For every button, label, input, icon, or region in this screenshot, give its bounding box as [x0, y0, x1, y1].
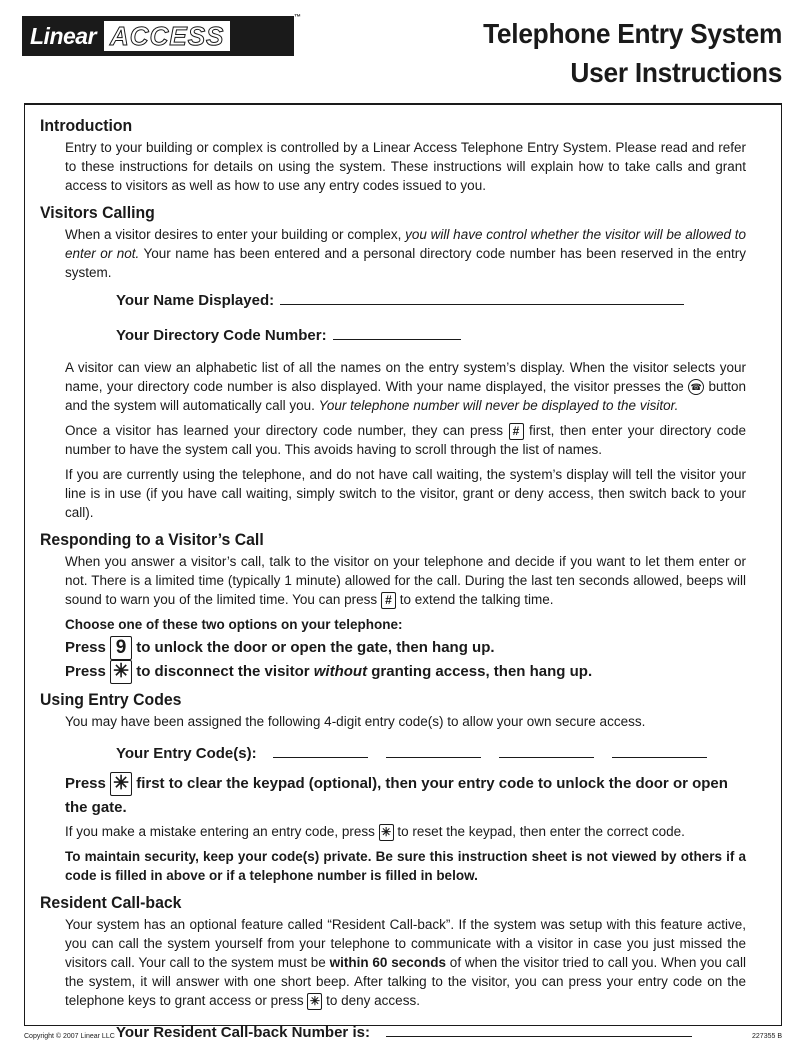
star-key-icon: ✳ — [110, 772, 132, 796]
star-key-icon: ✳ — [379, 824, 394, 841]
nine-key-icon: 9 — [110, 636, 132, 660]
title-line-2: User Instructions — [570, 57, 782, 88]
directory-code-line — [116, 325, 746, 346]
star-key-icon: ✳ — [110, 660, 132, 684]
footer-copyright: Copyright © 2007 Linear LLC — [24, 1033, 115, 1040]
entry-codes-line — [116, 743, 746, 764]
section-introduction — [40, 114, 746, 195]
directory-code-blank[interactable] — [333, 325, 461, 340]
entry-code-blank-4[interactable] — [612, 743, 707, 758]
entry-code-blank-1[interactable] — [273, 743, 368, 758]
linear-access-logo — [22, 16, 294, 56]
entry-codes-label: Your Entry Code(s): — [116, 745, 257, 763]
visitors-heading: Visitors Calling — [40, 203, 155, 222]
title-line-1: Telephone Entry System — [482, 18, 782, 49]
callback-number-blank[interactable] — [386, 1022, 692, 1037]
callback-number-line — [116, 1022, 746, 1043]
phone-call-icon: ☎ — [688, 379, 704, 395]
callback-heading: Resident Call-back — [40, 893, 182, 913]
logo-access-text: ACCESS — [104, 21, 230, 51]
responding-p1: When you answer a visitor’s call, talk to the visitor on your telephone and decide if you want to let them enter or not. There is a limited time (typically 1 minute) allowed for the call. During the last ten seconds allowed, beeps will sound to warn you of the limited time. You can press # to extend the talking time. — [65, 554, 746, 607]
pound-key-icon: # — [381, 592, 396, 609]
directory-code-label: Your Directory Code Number: — [116, 327, 327, 344]
visitors-p1: When a visitor desires to enter your building or complex, you will have control whether the visitor will be allowed to enter or not. Your name has been entered and a personal directory code number has been reserved in the entry system. — [65, 227, 747, 280]
responding-choose: Choose one of these two options on your telephone: — [65, 617, 403, 632]
trademark-mark: ™ — [294, 14, 301, 21]
star-key-icon: ✳ — [307, 993, 322, 1010]
footer-part-number: 227355 B — [752, 1033, 782, 1040]
section-responding — [40, 528, 746, 684]
name-displayed-line — [116, 290, 746, 311]
option-grant-access: Press 9 to unlock the door or open the gate, then hang up. — [65, 637, 495, 659]
entry-code-blank-2[interactable] — [386, 743, 481, 758]
intro-heading: Introduction — [40, 116, 133, 135]
section-resident-callback — [40, 891, 746, 1043]
visitors-p2: A visitor can view an alphabetic list of all the names on the entry system’s display. When the visitor selects your name, your directory code number is also displayed. With your name displayed, the visitor presses the ☎ button and the system will automatically call you. Your telephone number will never be displayed to the visitor. — [65, 360, 746, 413]
security-warning: To maintain security, keep your code(s) private. Be sure this instruction sheet is not viewed by others if a code is filled in above or if a telephone number is filled in below. — [65, 849, 746, 884]
callback-number-label: Your Resident Call-back Number is: — [116, 1024, 370, 1042]
visitors-p3: Once a visitor has learned your directory code number, they can press # first, then enter your directory code number to have the system call you. This avoids having to scroll through the list of names. — [65, 423, 746, 457]
codes-heading: Using Entry Codes — [40, 690, 182, 710]
document-title — [483, 14, 782, 92]
section-visitors-calling — [40, 201, 746, 522]
clear-keypad-instruction: Press ✳ first to clear the keypad (optional), then your entry code to unlock the door or open the gate. — [65, 773, 728, 817]
intro-text: Entry to your building or complex is controlled by a Linear Access Telephone Entry System. Please read and refer to these instructions for details on using the system. These instructions will explain how to take calls and grant access to visitors as well as how to use any entry codes issued to you. — [65, 140, 746, 193]
visitors-p4: If you are currently using the telephone, and do not have call waiting, the system’s display will tell the visitor your line is in use (if you have call waiting, simply switch to the visitor, grant or deny access, then switch back to your call). — [65, 467, 746, 520]
responding-heading: Responding to a Visitor’s Call — [40, 530, 264, 549]
section-entry-codes — [40, 688, 746, 885]
document-body — [40, 114, 746, 1051]
codes-p1: You may have been assigned the following 4-digit entry code(s) to allow your own secure access. — [65, 714, 646, 730]
callback-p: Your system has an optional feature called “Resident Call-back”. If the system was setup with this feature active, you can call the system yourself from your telephone to communicate with a visitor in case you just missed the visitors call. Your call to the system must be within 60 seconds of when the visitor tried to call you. When you call the system, it will answer with one short beep. After talking to the visitor, you can press your entry code on the telephone keys to grant access or press ✳ to deny access. — [65, 917, 746, 1009]
name-displayed-blank[interactable] — [280, 290, 684, 305]
logo-linear-text: Linear — [30, 22, 97, 49]
option-deny-access: Press ✳ to disconnect the visitor without granting access, then hang up. — [65, 661, 593, 683]
pound-key-icon: # — [509, 423, 524, 440]
name-displayed-label: Your Name Displayed: — [116, 292, 275, 309]
codes-p2: If you make a mistake entering an entry code, press ✳ to reset the keypad, then enter the correct code. — [65, 824, 685, 840]
entry-code-blank-3[interactable] — [499, 743, 594, 758]
